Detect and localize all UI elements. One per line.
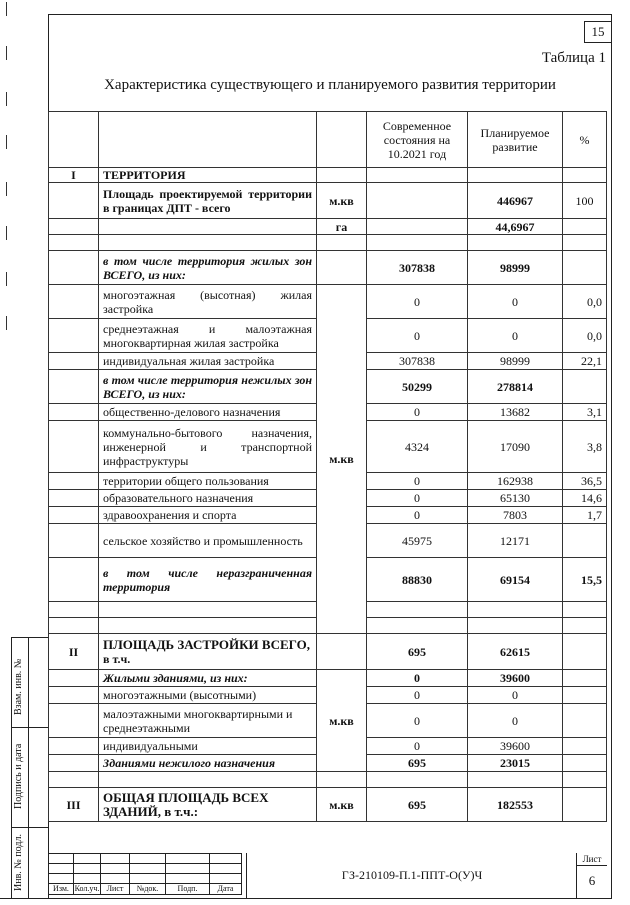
header-current: Современное состояния на 10.2021 год <box>367 112 468 168</box>
percent-value: 3,8 <box>563 421 607 473</box>
empty-cell <box>49 319 99 353</box>
unit-cell: га <box>317 219 367 235</box>
header-cell <box>317 112 367 168</box>
section-title: ТЕРРИТОРИЯ <box>99 168 317 183</box>
current-value: 0 <box>367 687 468 704</box>
empty-cell <box>468 618 563 634</box>
grid-cell <box>210 854 242 864</box>
empty-cell <box>563 788 607 822</box>
row-label: общественно-делового назначения <box>99 404 317 421</box>
row-label: индивидуальными <box>99 738 317 755</box>
binding-mark <box>3 46 7 60</box>
spacer-row <box>49 235 607 251</box>
empty-cell <box>563 670 607 687</box>
percent-value: 1,7 <box>563 507 607 524</box>
row-label: коммунально-бытового назначения, инженерной и транспортной инфраструктуры <box>99 421 317 473</box>
empty-cell <box>468 602 563 618</box>
planned-value: 65130 <box>468 490 563 507</box>
sheet-label: Лист <box>577 853 607 866</box>
table-row <box>49 251 607 285</box>
document-title: Характеристика существующего и планируемого развития территории <box>104 77 556 93</box>
current-value: 0 <box>367 738 468 755</box>
empty-cell <box>49 507 99 524</box>
planned-value: 39600 <box>468 670 563 687</box>
row-label: образовательного назначения <box>99 490 317 507</box>
empty-cell <box>49 602 99 618</box>
header-row <box>49 112 607 168</box>
current-value: 0 <box>367 404 468 421</box>
binding-mark <box>3 135 7 149</box>
col-label-sheet: Лист <box>101 884 130 895</box>
section-title <box>99 634 317 670</box>
grid-cell <box>101 864 130 874</box>
frame-right <box>611 14 612 898</box>
binding-mark <box>3 316 7 330</box>
page-number: 15 <box>584 21 612 43</box>
empty-cell <box>49 704 99 738</box>
empty-cell <box>563 738 607 755</box>
percent-value: 22,1 <box>563 353 607 370</box>
empty-cell <box>99 772 317 788</box>
empty-cell <box>563 634 607 670</box>
grid-cell <box>74 864 101 874</box>
empty-cell <box>317 634 367 670</box>
header-planned: Планируемое развитие <box>468 112 563 168</box>
current-value: 695 <box>367 634 468 670</box>
side-stamp <box>0 637 48 899</box>
empty-cell <box>99 219 317 235</box>
title-block <box>48 853 606 898</box>
planned-value: 62615 <box>468 634 563 670</box>
empty-cell <box>468 772 563 788</box>
grid-cell <box>49 864 74 874</box>
empty-cell <box>563 618 607 634</box>
empty-cell <box>49 755 99 772</box>
planned-value: 98999 <box>468 353 563 370</box>
current-value: 695 <box>367 788 468 822</box>
empty-cell <box>563 168 607 183</box>
grid-cell <box>49 874 74 884</box>
binding-mark <box>3 2 7 16</box>
table-row <box>49 634 607 670</box>
col-label-docnum: №док. <box>130 884 166 895</box>
empty-cell <box>49 285 99 319</box>
current-value: 88830 <box>367 558 468 602</box>
table-label: Таблица 1 <box>541 50 606 66</box>
document-code: ГЗ-210109-П.1-ППТ-О(У)Ч <box>246 853 577 898</box>
empty-cell <box>49 524 99 558</box>
section-title-main: ПЛОЩАДЬ ЗАСТРОЙКИ ВСЕГО, <box>103 636 310 652</box>
percent-value: 14,6 <box>563 490 607 507</box>
empty-cell <box>317 251 367 285</box>
grid-cell <box>49 854 74 864</box>
header-cell <box>49 112 99 168</box>
empty-cell <box>468 168 563 183</box>
binding-mark <box>3 92 7 106</box>
planned-value: 278814 <box>468 370 563 404</box>
binding-mark <box>3 272 7 286</box>
section-number: I <box>49 168 99 183</box>
table-row <box>49 285 607 319</box>
row-label: Жилыми зданиями, из них: <box>99 670 317 687</box>
current-value: 307838 <box>367 251 468 285</box>
stamp-line <box>11 637 12 899</box>
empty-cell <box>49 251 99 285</box>
percent-value: 100 <box>563 183 607 219</box>
section-title-sub: ЗДАНИЙ, в т.ч.: <box>103 803 199 819</box>
current-value: 45975 <box>367 524 468 558</box>
planned-value: 13682 <box>468 404 563 421</box>
grid-cell <box>74 874 101 884</box>
col-label-signature: Подп. <box>166 884 210 895</box>
empty-cell <box>367 183 468 219</box>
sheet-number: 6 <box>588 873 596 888</box>
grid-cell <box>166 864 210 874</box>
planned-value: 98999 <box>468 251 563 285</box>
planned-value: 0 <box>468 704 563 738</box>
planned-value: 69154 <box>468 558 563 602</box>
row-label: территории общего пользования <box>99 473 317 490</box>
table-row <box>49 168 607 183</box>
current-value: 0 <box>367 319 468 353</box>
col-label-count: Кол.уч. <box>74 884 100 893</box>
unit-cell-merged: м.кв <box>317 670 367 772</box>
unit-cell: м.кв <box>317 788 367 822</box>
current-value: 307838 <box>367 353 468 370</box>
empty-cell <box>563 251 607 285</box>
empty-cell <box>49 421 99 473</box>
planned-value: 17090 <box>468 421 563 473</box>
percent-value: 3,1 <box>563 404 607 421</box>
empty-cell <box>49 404 99 421</box>
col-label-change: Изм. <box>49 884 74 895</box>
table-row <box>49 183 607 219</box>
empty-cell <box>49 353 99 370</box>
planned-value: 182553 <box>468 788 563 822</box>
planned-value: 44,6967 <box>468 219 563 235</box>
planned-value: 12171 <box>468 524 563 558</box>
empty-cell <box>563 687 607 704</box>
empty-cell <box>563 524 607 558</box>
empty-cell <box>563 602 607 618</box>
row-label: малоэтажными многоквартирными и среднеэтажными <box>99 704 317 738</box>
table-row <box>49 788 607 822</box>
empty-cell <box>49 558 99 602</box>
grid-cell <box>101 874 130 884</box>
frame-bottom <box>0 898 612 899</box>
empty-cell <box>49 183 99 219</box>
grid-cell <box>101 854 130 864</box>
section-number: II <box>49 634 99 670</box>
spacer-row <box>49 772 607 788</box>
empty-cell <box>367 219 468 235</box>
planned-value: 23015 <box>468 755 563 772</box>
percent-value: 36,5 <box>563 473 607 490</box>
section-title-sub: в т.ч. <box>103 651 131 666</box>
row-label: Площадь проектируемой территории в границах ДПТ - всего <box>99 183 317 219</box>
planned-value: 7803 <box>468 507 563 524</box>
frame-top <box>48 14 612 15</box>
territory-table <box>48 111 607 822</box>
row-label: Зданиями нежилого назначения <box>99 755 317 772</box>
row-label: многоэтажными (высотными) <box>99 687 317 704</box>
binding-mark <box>3 182 7 196</box>
table-row <box>49 670 607 687</box>
empty-cell <box>367 772 468 788</box>
row-label: в том числе неразграниченная территория <box>99 558 317 602</box>
stamp-replaced-inv: Взам. инв. № <box>13 658 24 715</box>
stamp-divider <box>11 637 48 638</box>
row-label: в том числе территория нежилых зон ВСЕГО, из них: <box>99 370 317 404</box>
stamp-line <box>28 637 29 899</box>
empty-cell <box>49 490 99 507</box>
revision-row <box>49 874 242 884</box>
current-value: 695 <box>367 755 468 772</box>
header-percent: % <box>563 112 607 168</box>
section-number: III <box>49 788 99 822</box>
stamp-divider <box>11 727 48 728</box>
empty-cell <box>563 704 607 738</box>
stamp-divider <box>11 827 48 828</box>
empty-cell <box>49 370 99 404</box>
revision-row <box>49 854 242 864</box>
empty-cell <box>317 168 367 183</box>
section-title <box>99 788 317 822</box>
row-label: здравоохранения и спорта <box>99 507 317 524</box>
unit-cell-merged: м.кв <box>317 285 367 634</box>
empty-cell <box>49 219 99 235</box>
unit-cell: м.кв <box>317 183 367 219</box>
current-value: 0 <box>367 704 468 738</box>
section-title-main: ОБЩАЯ ПЛОЩАДЬ ВСЕХ <box>103 789 269 805</box>
empty-cell <box>49 670 99 687</box>
planned-value: 162938 <box>468 473 563 490</box>
empty-cell <box>99 618 317 634</box>
row-label: в том числе территория жилых зон ВСЕГО, из них: <box>99 251 317 285</box>
planned-value: 0 <box>468 285 563 319</box>
empty-cell <box>367 235 468 251</box>
empty-cell <box>49 687 99 704</box>
revision-label-row <box>49 884 242 895</box>
empty-cell <box>317 235 367 251</box>
revision-row <box>49 864 242 874</box>
empty-cell <box>49 473 99 490</box>
current-value: 50299 <box>367 370 468 404</box>
empty-cell <box>468 235 563 251</box>
empty-cell <box>317 772 367 788</box>
revision-grid <box>48 853 242 895</box>
percent-value: 15,5 <box>563 558 607 602</box>
percent-value: 0,0 <box>563 319 607 353</box>
sheet-box <box>576 853 607 898</box>
current-value: 4324 <box>367 421 468 473</box>
empty-cell <box>563 755 607 772</box>
current-value: 0 <box>367 285 468 319</box>
grid-cell <box>74 854 101 864</box>
percent-value: 0,0 <box>563 285 607 319</box>
grid-cell <box>130 864 166 874</box>
empty-cell <box>563 370 607 404</box>
grid-cell <box>166 854 210 864</box>
header-cell <box>99 112 317 168</box>
row-label: среднеэтажная и малоэтажная многоквартирная жилая застройка <box>99 319 317 353</box>
empty-cell <box>563 772 607 788</box>
current-value: 0 <box>367 507 468 524</box>
empty-cell <box>367 618 468 634</box>
row-label: индивидуальная жилая застройка <box>99 353 317 370</box>
table-row <box>49 219 607 235</box>
grid-cell <box>166 874 210 884</box>
stamp-original-inv: Инв. № подл. <box>13 834 24 891</box>
binding-mark <box>3 226 7 240</box>
planned-value: 446967 <box>468 183 563 219</box>
grid-cell <box>210 864 242 874</box>
stamp-signature-date: Подпись и дата <box>13 743 24 809</box>
empty-cell <box>367 168 468 183</box>
empty-cell <box>367 602 468 618</box>
empty-cell <box>49 772 99 788</box>
empty-cell <box>563 235 607 251</box>
planned-value: 0 <box>468 319 563 353</box>
empty-cell <box>563 219 607 235</box>
empty-cell <box>99 235 317 251</box>
empty-cell <box>49 235 99 251</box>
col-label-date: Дата <box>210 884 242 895</box>
grid-cell <box>130 874 166 884</box>
empty-cell <box>49 618 99 634</box>
grid-cell <box>210 874 242 884</box>
empty-cell <box>49 738 99 755</box>
row-label: многоэтажная (высотная) жилая застройка <box>99 285 317 319</box>
grid-cell <box>130 854 166 864</box>
row-label: сельское хозяйство и промышленность <box>99 524 317 558</box>
planned-value: 0 <box>468 687 563 704</box>
empty-cell <box>99 602 317 618</box>
current-value: 0 <box>367 670 468 687</box>
current-value: 0 <box>367 490 468 507</box>
planned-value: 39600 <box>468 738 563 755</box>
current-value: 0 <box>367 473 468 490</box>
